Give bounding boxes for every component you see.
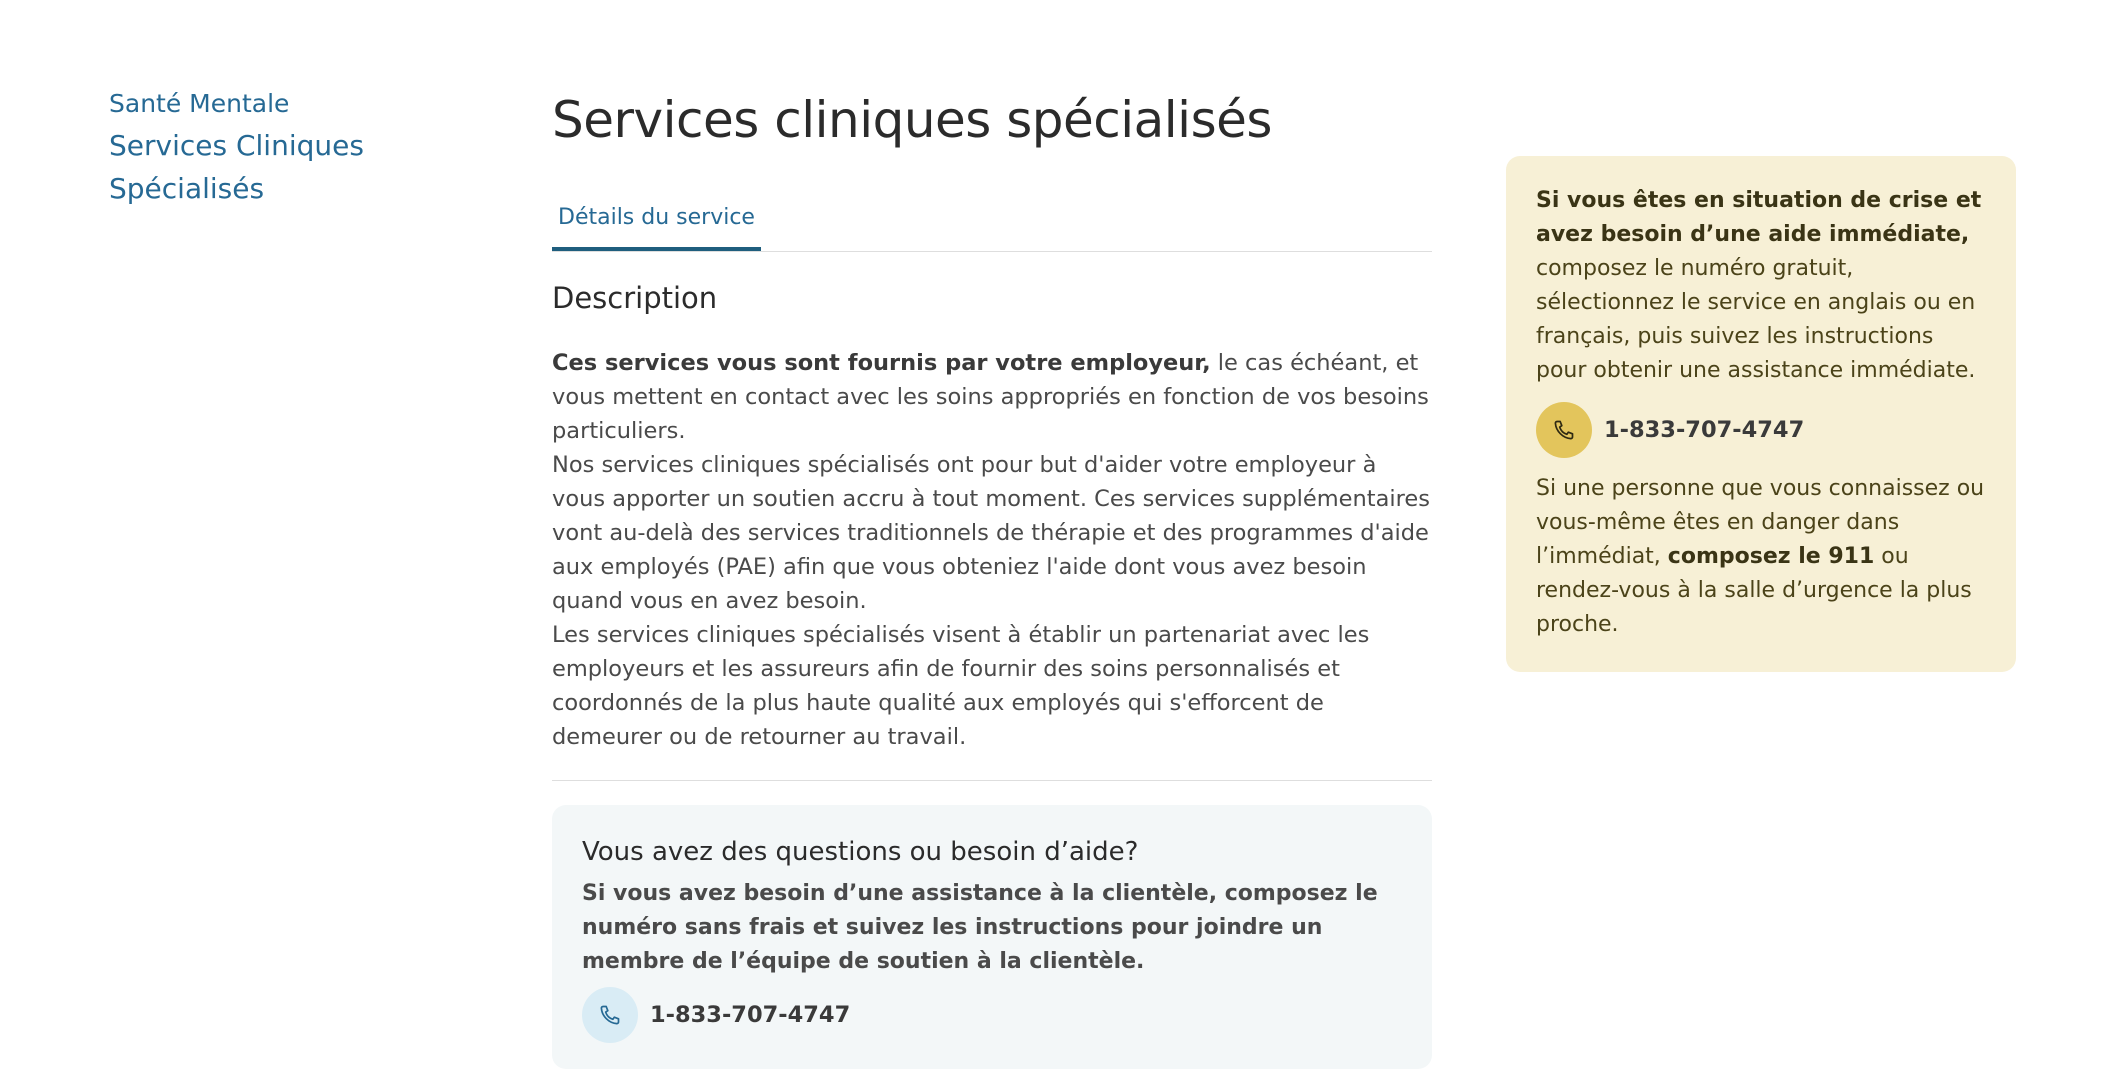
description-paragraph-3: Les services cliniques spécialisés visent à établir un partenariat avec les employeurs et les assureurs afin de fournir des soins personnalisés et coordonnés de la plus haute qualité aux employés qui s'efforcent de demeurer ou de retourner au travail. xyxy=(552,622,1370,750)
crisis-lead-bold: Si vous êtes en situation de crise et avez besoin d’une aide immédiate, xyxy=(1536,188,1982,247)
help-box xyxy=(552,805,1432,1069)
breadcrumb-current-page: Services Cliniques Spécialisés xyxy=(109,129,364,205)
breadcrumb xyxy=(109,84,409,210)
phone-icon xyxy=(1536,402,1592,458)
crisis-danger-pre: Si une personne que vous connaissez ou vous-même êtes en danger dans l’immédiat, xyxy=(1536,476,1985,569)
section-title-description: Description xyxy=(552,281,718,315)
description-body xyxy=(552,346,1432,754)
page-title: Services cliniques spécialisés xyxy=(552,91,1272,149)
crisis-danger-text xyxy=(1536,472,1986,642)
crisis-danger-post: ou rendez-vous à la salle d’urgence la plus proche. xyxy=(1536,544,1972,637)
description-paragraph-2: Nos services cliniques spécialisés ont pour but d'aider votre employeur à vous apporter un soutien accru à tout moment. Ces services supplémentaires vont au-delà des services traditionnels de thérapie et des programmes d'aide aux employés (PAE) afin que vous obteniez l'aide dont vous avez besoin quand vous en avez besoin. xyxy=(552,452,1430,614)
description-paragraph-1-bold: Ces services vous sont fournis par votre employeur, xyxy=(552,350,1211,376)
help-phone-link[interactable]: 1-833-707-4747 xyxy=(650,1002,851,1028)
crisis-phone-row xyxy=(1536,402,1986,458)
help-title: Vous avez des questions ou besoin d’aide? xyxy=(582,837,1139,867)
crisis-phone-link[interactable]: 1-833-707-4747 xyxy=(1604,417,1805,443)
crisis-danger-bold: composez le 911 xyxy=(1667,544,1875,569)
tab-service-details[interactable]: Détails du service xyxy=(552,193,761,251)
description-paragraph-1-text: le cas échéant, et vous mettent en contact avec les soins appropriés en fonction de vos besoins particuliers. xyxy=(552,350,1429,444)
divider xyxy=(552,780,1432,781)
phone-icon xyxy=(582,987,638,1043)
breadcrumb-link-sante-mentale[interactable]: Santé Mentale xyxy=(109,89,290,118)
main-content xyxy=(552,85,1432,1069)
help-text: Si vous avez besoin d’une assistance à la clientèle, composez le numéro sans frais et suivez les instructions pour joindre un membre de l’équipe de soutien à la clientèle. xyxy=(582,881,1378,974)
crisis-box xyxy=(1506,156,2016,672)
description-paragraph-1 xyxy=(552,346,1432,448)
help-phone-row xyxy=(582,987,1402,1043)
tab-bar xyxy=(552,193,1432,252)
crisis-lead xyxy=(1536,184,1986,388)
crisis-lead-text: composez le numéro gratuit, sélectionnez le service en anglais ou en français, puis suivez les instructions pour obtenir une assistance immédiate. xyxy=(1536,256,1976,383)
